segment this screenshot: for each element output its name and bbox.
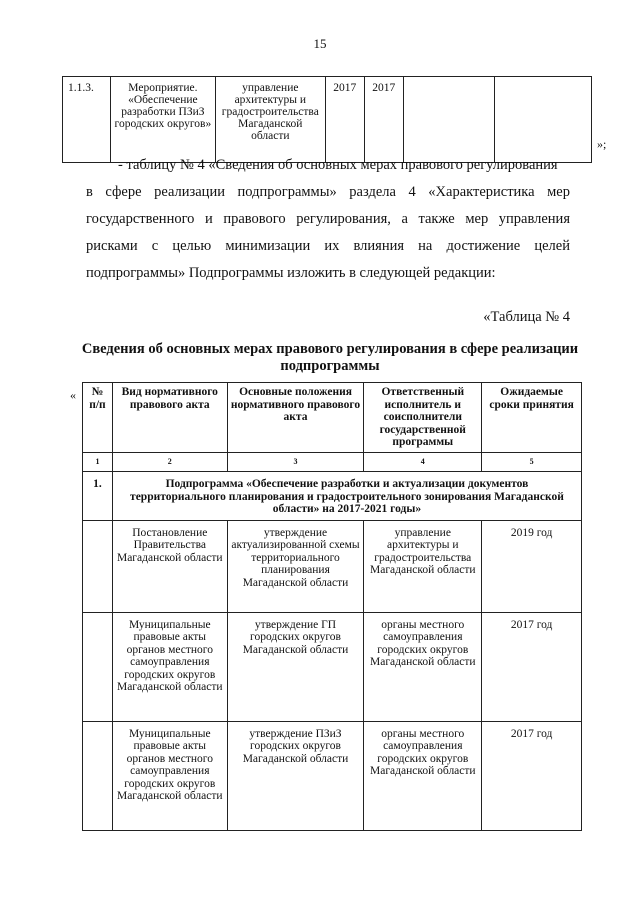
act-content: утверждение ПЗиЗ городских округов Магаданской области xyxy=(227,721,364,830)
intro-first-line: - таблицу № 4 «Сведения об основных мерах правового регулирования xyxy=(118,157,558,173)
act-type: Постановление Правительства Магаданской области xyxy=(112,520,227,612)
act-executor: органы местного самоуправления городских округов Магаданской области xyxy=(364,721,482,830)
measure-end-year: 2017 xyxy=(364,77,403,163)
table-row xyxy=(63,77,592,163)
column-number-row xyxy=(83,452,582,472)
section-row xyxy=(83,472,582,521)
header-number: № п/п xyxy=(83,383,113,453)
act-type: Муниципальные правовые акты органов местного самоуправления городских округов Магаданской области xyxy=(112,612,227,721)
act-executor: управление архитектуры и градостроительства Магаданской области xyxy=(364,520,482,612)
act-content: утверждение ГП городских округов Магаданской области xyxy=(227,612,364,721)
opening-quote: « xyxy=(70,388,76,402)
empty-cell xyxy=(403,77,495,163)
header-term: Ожидаемые сроки принятия xyxy=(482,383,582,453)
header-executor: Ответственный исполнитель и соисполнители государственной программы xyxy=(364,383,482,453)
act-term: 2019 год xyxy=(482,520,582,612)
table-row xyxy=(83,520,582,612)
section-number: 1. xyxy=(83,472,113,521)
measure-start-year: 2017 xyxy=(325,77,364,163)
empty-cell xyxy=(495,77,592,163)
empty-cell xyxy=(83,520,113,612)
header-provisions: Основные положения нормативного правового акта xyxy=(227,383,364,453)
act-type: Муниципальные правовые акты органов местного самоуправления городских округов Магаданской области xyxy=(112,721,227,830)
act-executor: органы местного самоуправления городских округов Магаданской области xyxy=(364,612,482,721)
header-act-type: Вид нормативного правового акта xyxy=(112,383,227,453)
act-content: утверждение актуализированной схемы территориального планирования Магаданской области xyxy=(227,520,364,612)
column-number: 5 xyxy=(482,452,582,472)
table-title: Сведения об основных мерах правового регулирования в сфере реализации подпрограммы xyxy=(81,341,579,374)
intro-text: в сфере реализации подпрограммы» раздела 4 «Характеристика мер государственного и правового регулирования, а также мер управления рисками с целью минимизации их влияния на достижение целей подпрограммы» Подпрограммы изложить в следующей редакции: xyxy=(86,184,570,281)
column-number: 3 xyxy=(227,452,364,472)
table-label: «Таблица № 4 xyxy=(483,309,570,325)
act-term: 2017 год xyxy=(482,612,582,721)
empty-cell xyxy=(83,721,113,830)
measure-title: Мероприятие. «Обеспечение разработки ПЗиЗ городских округов» xyxy=(110,77,215,163)
continued-table xyxy=(62,76,592,163)
regulation-table xyxy=(82,382,582,831)
table-header-row xyxy=(83,383,582,453)
column-number: 2 xyxy=(112,452,227,472)
measure-number: 1.1.3. xyxy=(63,77,111,163)
intro-paragraph xyxy=(86,152,570,287)
column-number: 4 xyxy=(364,452,482,472)
table-row xyxy=(83,612,582,721)
closing-quote: »; xyxy=(597,137,607,151)
act-term: 2017 год xyxy=(482,721,582,830)
table-row xyxy=(83,721,582,830)
empty-cell xyxy=(83,612,113,721)
column-number: 1 xyxy=(83,452,113,472)
section-title: Подпрограмма «Обеспечение разработки и актуализации документов территориального планирования и градостроительного зонирования Магаданской области» на 2017-2021 годы» xyxy=(112,472,581,521)
measure-executor: управление архитектуры и градостроительства Магаданской области xyxy=(215,77,325,163)
page-number: 15 xyxy=(313,36,327,51)
